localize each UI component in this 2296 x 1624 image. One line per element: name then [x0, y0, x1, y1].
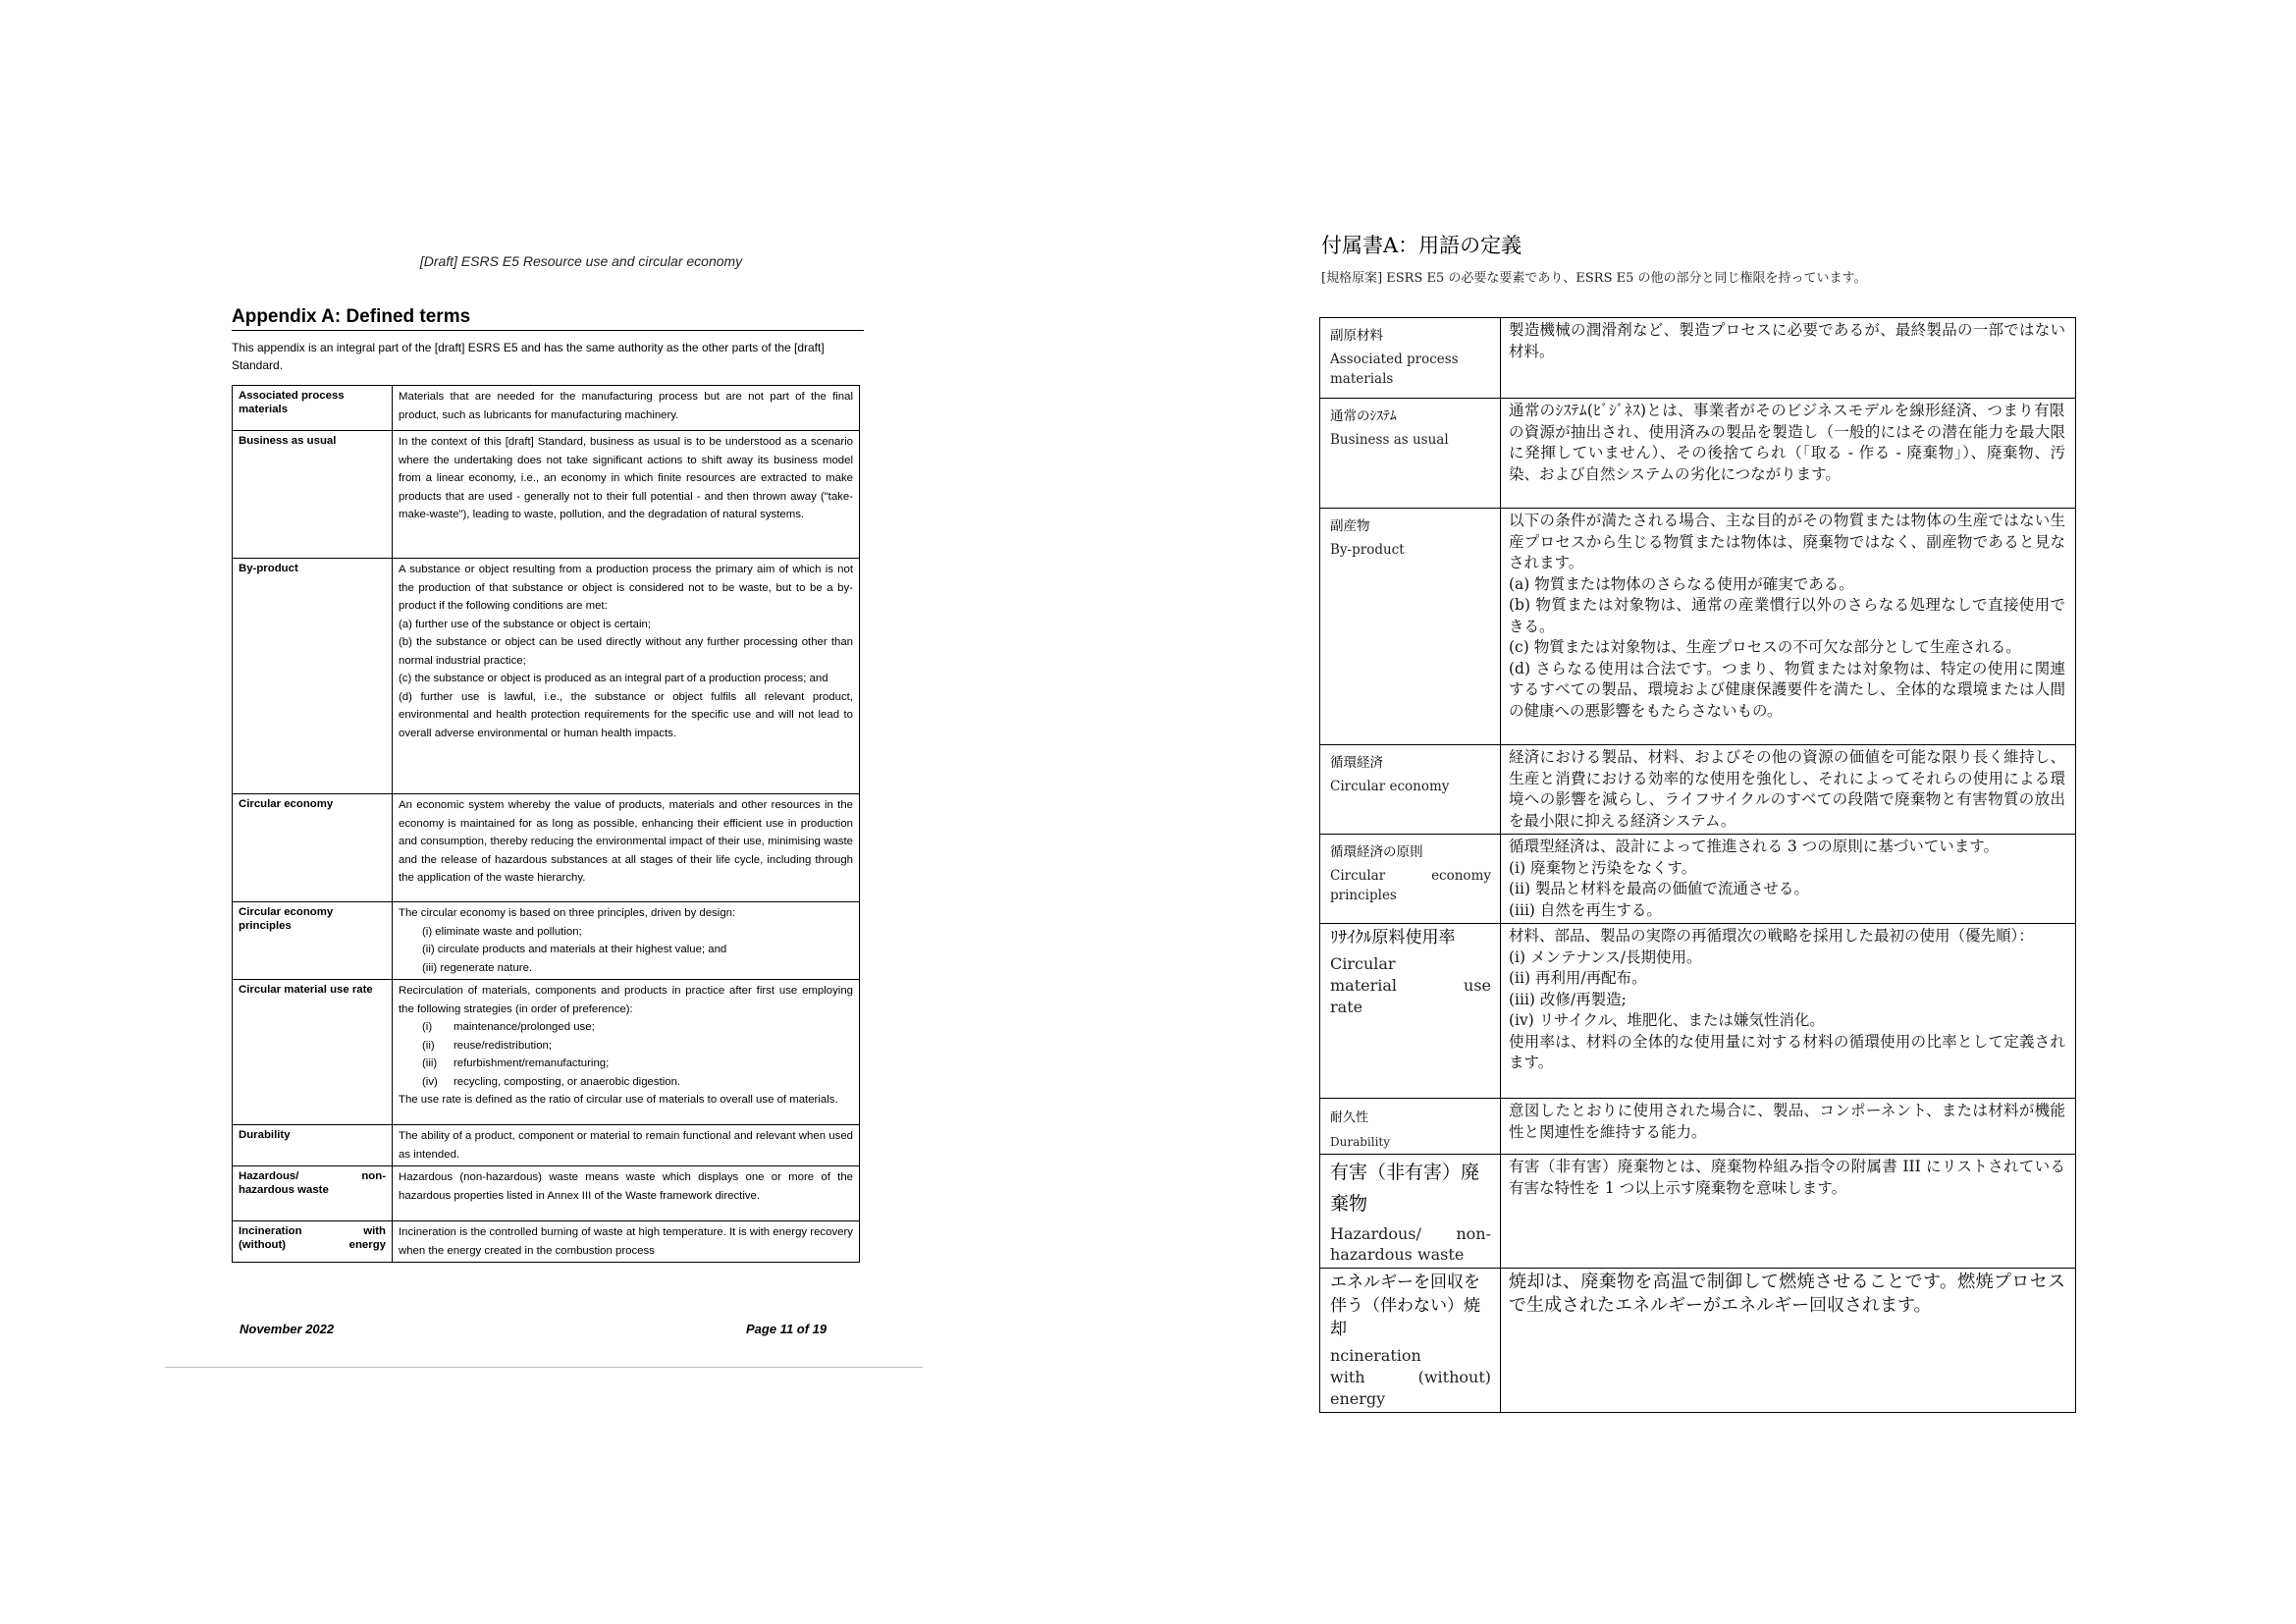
term-en	[1330, 1367, 1491, 1388]
title-rule	[232, 330, 864, 331]
term-en: hazardous waste	[1330, 1245, 1465, 1264]
definition-line: (iv) リサイクル、堆肥化、または嫌気性消化。	[1509, 1011, 1825, 1029]
definition-cell: 経済における製品、材料、およびその他の資源の価値を可能な限り長く維持し、生産と消費における効率的な使用を強化し、それによってそれらの使用による環境への影響を減らし、ライフサイクルのすべての段階で廃棄物と有害物質の放出を最小限に抑える経済システム。	[1501, 745, 2076, 835]
definition-line: (ii) 再利用/再配布。	[1509, 969, 1647, 987]
term-jp: ﾘｻｲｸﾙ原料使用率	[1330, 928, 1456, 947]
definition-cell	[393, 980, 860, 1125]
term-en-part: material	[1330, 976, 1398, 995]
definition-line: (c) the substance or object is produced as an integral part of a production process; and	[399, 673, 828, 684]
term-cell	[1320, 1155, 1501, 1269]
item-number: (iv)	[422, 1075, 438, 1088]
table-row	[1320, 509, 2076, 745]
item-number: (iii)	[422, 1057, 438, 1069]
item-text: maintenance/prolonged use;	[454, 1021, 595, 1033]
principle-item: (i) eliminate waste and pollution;	[422, 925, 582, 938]
table-row	[233, 559, 860, 794]
table-row	[1320, 835, 2076, 924]
term-en-part: Hazardous/	[1330, 1224, 1421, 1243]
term-en	[1330, 975, 1491, 997]
term-jp: 副産物	[1330, 518, 1370, 534]
term-cell	[1320, 745, 1501, 835]
principle-item: (ii) circulate products and materials at their highest value; and	[422, 944, 727, 955]
definition-line: (iii) 自然を再生する。	[1509, 900, 1662, 919]
definition-cell: Materials that are needed for the manufacturing process but are not part of the final product, such as lubricants for manufacturing machinery.	[393, 386, 860, 431]
definition-line: (a) 物質または物体のさらなる使用が確実である。	[1509, 574, 1854, 593]
defined-terms-table	[232, 385, 860, 1263]
principle-item: (iii) regenerate nature.	[422, 961, 533, 974]
jp-defined-terms-table	[1319, 317, 2076, 1413]
term-cell	[1320, 509, 1501, 745]
term-jp: エネルギーを回収を伴う（伴わない）焼却	[1330, 1272, 1480, 1339]
table-row	[233, 902, 860, 980]
term-jp: 有害（非有害）廃棄物	[1330, 1162, 1480, 1215]
term-en: Associated process materials	[1330, 352, 1459, 387]
definition-line: The circular economy is based on three principles, driven by design:	[399, 907, 736, 919]
definition-cell	[393, 559, 860, 794]
term-en	[1330, 1223, 1491, 1244]
table-row	[1320, 1155, 2076, 1269]
definition-line: Recirculation of materials, components and products in practice after first use employing the following strategies (in order of preference):	[399, 985, 853, 1015]
term-cell	[1320, 399, 1501, 509]
definition-cell	[1501, 924, 2076, 1099]
term-cell	[1320, 1269, 1501, 1413]
definition-line: A substance or object resulting from a production process the primary aim of which is not the production of that substance or object is considered not to be waste, but to be a by-product if the following conditions are met:	[399, 564, 853, 612]
table-row	[1320, 399, 2076, 509]
item-text: reuse/redistribution;	[454, 1039, 553, 1052]
term-en: By-product	[1330, 542, 1405, 558]
page-title: 付属書A：用語の定義	[1321, 234, 1522, 257]
term-part: non-	[361, 1170, 386, 1182]
term-en-part: (without)	[1417, 1368, 1491, 1386]
strategy-item	[399, 1018, 853, 1037]
table-row	[233, 386, 860, 431]
term-cell	[1320, 1099, 1501, 1155]
definition-cell: The ability of a product, component or material to remain functional and relevant when used as intended.	[393, 1125, 860, 1166]
term-cell: Durability	[233, 1125, 393, 1166]
term-cell	[233, 1166, 393, 1221]
term-jp: 副原材料	[1330, 328, 1383, 344]
definition-line: (i) メンテナンス/長期使用。	[1509, 947, 1702, 966]
term-cell: Associated process materials	[233, 386, 393, 431]
term-cell: Business as usual	[233, 431, 393, 559]
footer-page-number: Page 11 of 19	[746, 1322, 828, 1336]
term-jp: 耐久性	[1330, 1110, 1369, 1125]
term-cell: Circular material use rate	[233, 980, 393, 1125]
definition-line: (b) 物質または対象物は、通常の産業慣行以外のさらなる処理なしで直接使用できる。	[1509, 596, 2065, 635]
intro-text: This appendix is an integral part of the [draft] ESRS E5 and has the same authority as the other parts of the [draft] Standard.	[232, 341, 825, 372]
strategy-item	[399, 1037, 853, 1056]
term-en: ncineration	[1330, 1346, 1421, 1365]
term-jp: 循環経済	[1330, 755, 1383, 771]
definition-cell: 意図したとおりに使用された場合に、製品、コンポーネント、または材料が機能性と関連性を維持する能力。	[1501, 1099, 2076, 1155]
term-cell: By-product	[233, 559, 393, 794]
term-part: Hazardous/	[239, 1170, 299, 1182]
definition-cell	[393, 902, 860, 980]
definition-line: The use rate is defined as the ratio of circular use of materials to overall use of materials.	[399, 1094, 838, 1106]
definition-cell: An economic system whereby the value of products, materials and other resources in the economy is maintained for as long as possible, enhancing their efficient use in production and consumption, thereby reducing the environmental impact of their use, minimising waste and the release of hazardous substances at all stages of their life cycle, including through the application of the waste hierarchy.	[393, 794, 860, 902]
term-en: Circular	[1330, 954, 1396, 973]
term-jp: 通常のｼｽﾃﾑ	[1330, 408, 1397, 424]
term-en: rate	[1330, 998, 1363, 1016]
table-row	[1320, 924, 2076, 1099]
term-cell	[233, 1221, 393, 1263]
strategy-item	[399, 1055, 853, 1073]
table-row	[233, 1221, 860, 1263]
term-en-part: use	[1464, 976, 1491, 995]
term-cell: Circular economy	[233, 794, 393, 902]
term-en: Circular economy	[1330, 779, 1450, 794]
item-text: refurbishment/remanufacturing;	[454, 1057, 610, 1069]
table-row	[233, 980, 860, 1125]
definition-cell	[1501, 509, 2076, 745]
strategy-item	[399, 1073, 853, 1092]
term-part: Incineration	[239, 1225, 302, 1237]
definition-line: 循環型経済は、設計によって推進される 3 つの原則に基づいています。	[1509, 838, 1999, 855]
page-title: Appendix A: Defined terms	[232, 306, 471, 327]
table-row	[233, 794, 860, 902]
definition-cell: 有害（非有害）廃棄物とは、廃棄物枠組み指令の附属書 III にリストされている有害な特性を 1 つ以上示す廃棄物を意味します。	[1501, 1155, 2076, 1269]
term-en-part: with	[1330, 1368, 1365, 1386]
term-en: Business as usual	[1330, 432, 1449, 448]
term-en-part: economy	[1431, 868, 1491, 884]
definition-cell: In the context of this [draft] Standard, business as usual is to be understood as a scenario where the undertaking does not take significant actions to shift away its business model from a linear economy, i.e., an economy in which finite resources are extracted to make products that are used - generally not to their full potential - and then thrown away ("take-make-waste"), leading to waste, pollution, and the degradation of natural systems.	[393, 431, 860, 559]
table-row	[1320, 318, 2076, 399]
term-en-part: non-	[1456, 1224, 1491, 1243]
term-cell	[1320, 924, 1501, 1099]
term-en: principles	[1330, 888, 1397, 903]
table-row	[233, 1125, 860, 1166]
term-part: with	[363, 1225, 386, 1237]
term-jp: 循環経済の原則	[1330, 844, 1423, 860]
definition-cell: Incineration is the controlled burning of waste at high temperature. It is with energy recovery when the energy created in the combustion process	[393, 1221, 860, 1263]
definition-cell: 製造機械の潤滑剤など、製造プロセスに必要であるが、最終製品の一部ではない材料。	[1501, 318, 2076, 399]
definition-cell: Hazardous (non-hazardous) waste means waste which displays one or more of the hazardous properties listed in Annex III of the Waste framework directive.	[393, 1166, 860, 1221]
definition-cell: 焼却は、廃棄物を高温で制御して燃焼させることです。燃焼プロセスで生成されたエネルギーがエネルギー回収されます。	[1501, 1269, 2076, 1413]
table-row	[1320, 1269, 2076, 1413]
definition-line: (ii) 製品と材料を最高の価値で流通させる。	[1509, 880, 1809, 897]
definition-line: (d) さらなる使用は合法です。つまり、物質または対象物は、特定の使用に関連するすべての製品、環境および健康保護要件を満たし、全体的な環境または人間の健康への悪影響をもたらさないもの。	[1509, 659, 2065, 720]
term-cell	[1320, 835, 1501, 924]
table-row	[1320, 1099, 2076, 1155]
term-part: energy	[348, 1239, 386, 1251]
definition-line: 以下の条件が満たされる場合、主な目的がその物質または物体の生産ではない生産プロセスから生じる物質または物体は、廃棄物ではなく、副産物であると見なされます。	[1509, 512, 2065, 571]
term-en	[1330, 866, 1491, 886]
item-number: (i)	[422, 1021, 433, 1033]
definition-line: (b) the substance or object can be used directly without any further processing other than normal industrial practice;	[399, 636, 853, 667]
definition-line: (i) 廃棄物と汚染をなくす。	[1509, 858, 1697, 877]
japanese-page	[1148, 0, 2296, 1624]
definition-cell: 通常のｼｽﾃﾑ(ﾋﾞｼﾞﾈｽ)とは、事業者がそのビジネスモデルを線形経済、つまり有限の資源が抽出され、使用済みの製品を製造し（一般的にはその潜在能力を最大限に発揮していません）、その後捨てられ（「取る - 作る - 廃棄物」）、廃棄物、汚染、および自然システムの劣化につながります。	[1501, 399, 2076, 509]
footer-date: November 2022	[240, 1322, 335, 1336]
definition-line: 材料、部品、製品の実際の再循環次の戦略を採用した最初の使用（優先順）：	[1509, 927, 2034, 945]
term-cell	[1320, 318, 1501, 399]
page-subtitle: [規格原案] ESRS E5 の必要な要素であり、ESRS E5 の他の部分と同じ権限を持っています。	[1321, 271, 1867, 286]
term-cell: Circular economy principles	[233, 902, 393, 980]
definition-cell	[1501, 835, 2076, 924]
term-en-part: Circular	[1330, 868, 1386, 884]
page-edge-divider	[165, 1367, 923, 1368]
item-text: recycling, composting, or anaerobic digestion.	[454, 1075, 681, 1088]
term-en: energy	[1330, 1389, 1386, 1408]
definition-line: (c) 物質または対象物は、生産プロセスの不可欠な部分として生産される。	[1509, 638, 2021, 656]
definition-line: (iii) 改修/再製造;	[1509, 990, 1627, 1008]
term-part: (without)	[239, 1239, 287, 1251]
term-en: Durability	[1330, 1135, 1391, 1149]
definition-line: (a) further use of the substance or object is certain;	[399, 618, 652, 630]
term-part: hazardous waste	[239, 1184, 329, 1196]
item-number: (ii)	[422, 1039, 435, 1052]
table-row	[233, 431, 860, 559]
table-row	[233, 1166, 860, 1221]
document-header: [Draft] ESRS E5 Resource use and circular economy	[419, 253, 743, 269]
table-row	[1320, 745, 2076, 835]
definition-line: (d) further use is lawful, i.e., the substance or object fulfils all relevant product, environmental and health protection requirements for the specific use and will not lead to overall adverse environmental or human health impacts.	[399, 690, 853, 739]
definition-line: 使用率は、材料の全体的な使用量に対する材料の循環使用の比率として定義されます。	[1509, 1032, 2065, 1071]
